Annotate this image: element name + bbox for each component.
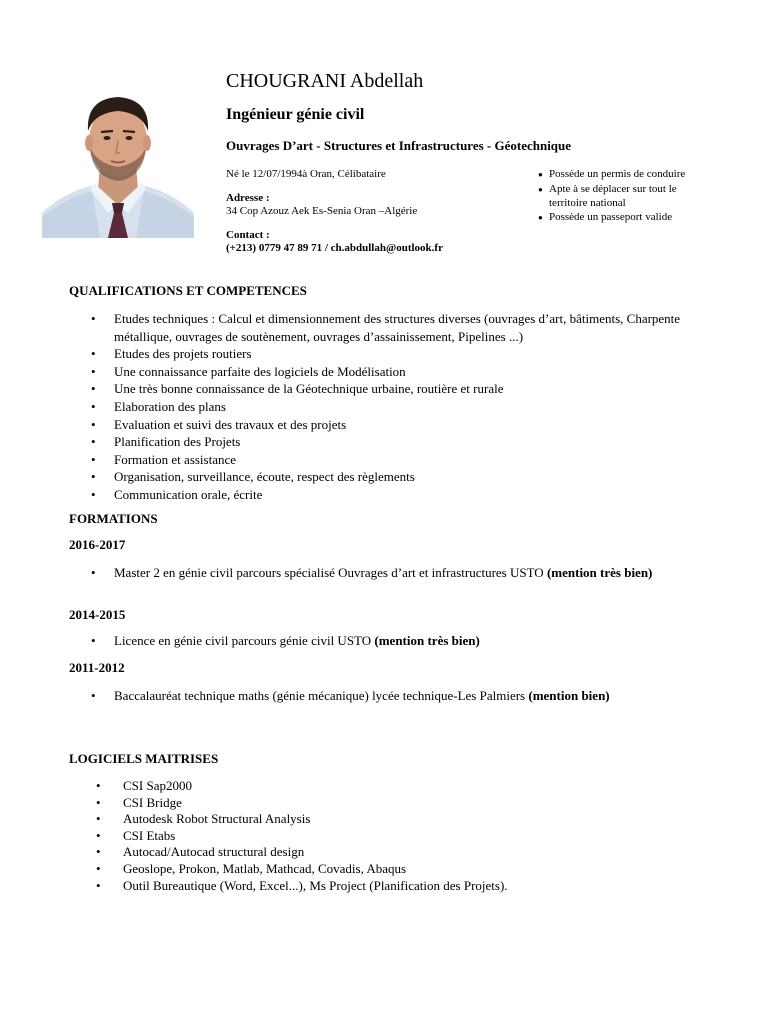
formation-item: • Licence en génie civil parcours génie civil USTO (mention très bien) — [114, 633, 714, 649]
list-item: • Geoslope, Prokon, Matlab, Mathcad, Covadis, Abaqus — [123, 861, 723, 878]
job-title: Ingénieur génie civil — [226, 106, 365, 123]
software-list — [123, 778, 723, 894]
specialties: Ouvrages D’art - Structures et Infrastructures - Géotechnique — [226, 138, 572, 153]
perk-item: ● Possède un permis de conduire — [538, 167, 743, 182]
list-item: • Etudes techniques : Calcul et dimensionnement des structures diverses (ouvrages d’art, bâtiments, Charpente métallique, ouvrages de soutènement, ouvrages d’assainissement, Pipelines ...) — [114, 310, 734, 345]
perk-item: ● Possède un passeport valide — [538, 210, 743, 225]
contact-value: (+213) 0779 47 89 71 / ch.abdullah@outlook.fr — [226, 242, 443, 254]
contact-label: Contact : — [226, 229, 270, 241]
personal-info — [226, 168, 526, 255]
list-item: • Une connaissance parfaite des logiciels de Modélisation — [114, 363, 734, 381]
list-item: • CSI Etabs — [123, 828, 723, 845]
formation-list — [114, 688, 714, 704]
list-item: • Elaboration des plans — [114, 398, 734, 416]
list-item: • Autocad/Autocad structural design — [123, 844, 723, 861]
qualifications-list — [114, 310, 734, 504]
list-item: • Planification des Projets — [114, 433, 734, 451]
birth-info: Né le 12/07/1994à Oran, Célibataire — [226, 168, 386, 180]
list-item: • Organisation, surveillance, écoute, respect des règlements — [114, 468, 734, 486]
profile-photo — [42, 85, 194, 238]
formation-list — [114, 565, 714, 581]
formations-heading: FORMATIONS — [69, 511, 158, 526]
list-item: • Evaluation et suivi des travaux et des projets — [114, 416, 734, 434]
address-value: 34 Cop Azouz Aek Es-Senia Oran –Algérie — [226, 205, 418, 217]
formation-item: • Master 2 en génie civil parcours spécialisé Ouvrages d’art et infrastructures USTO (mention très bien) — [114, 565, 714, 581]
list-item: • CSI Bridge — [123, 795, 723, 812]
list-item: • CSI Sap2000 — [123, 778, 723, 795]
software-heading: LOGICIELS MAITRISES — [69, 751, 219, 766]
formation-year: 2011-2012 — [69, 660, 125, 675]
perks-list — [538, 167, 743, 225]
formation-list — [114, 633, 714, 649]
qualifications-heading: QUALIFICATIONS ET COMPETENCES — [69, 283, 307, 298]
formation-year: 2014-2015 — [69, 607, 126, 622]
perk-item: ● Apte à se déplacer sur tout le territoire national — [538, 182, 743, 210]
list-item: • Formation et assistance — [114, 451, 734, 469]
candidate-name: CHOUGRANI Abdellah — [226, 70, 424, 92]
list-item: • Autodesk Robot Structural Analysis — [123, 811, 723, 828]
list-item: • Etudes des projets routiers — [114, 345, 734, 363]
list-item: • Outil Bureautique (Word, Excel...), Ms Project (Planification des Projets). — [123, 878, 723, 895]
list-item: • Une très bonne connaissance de la Géotechnique urbaine, routière et rurale — [114, 380, 734, 398]
portrait-image — [42, 85, 194, 238]
formation-item: • Baccalauréat technique maths (génie mécanique) lycée technique-Les Palmiers (mention bien) — [114, 688, 714, 704]
list-item: • Communication orale, écrite — [114, 486, 734, 504]
address-label: Adresse : — [226, 192, 270, 204]
formation-year: 2016-2017 — [69, 537, 126, 552]
